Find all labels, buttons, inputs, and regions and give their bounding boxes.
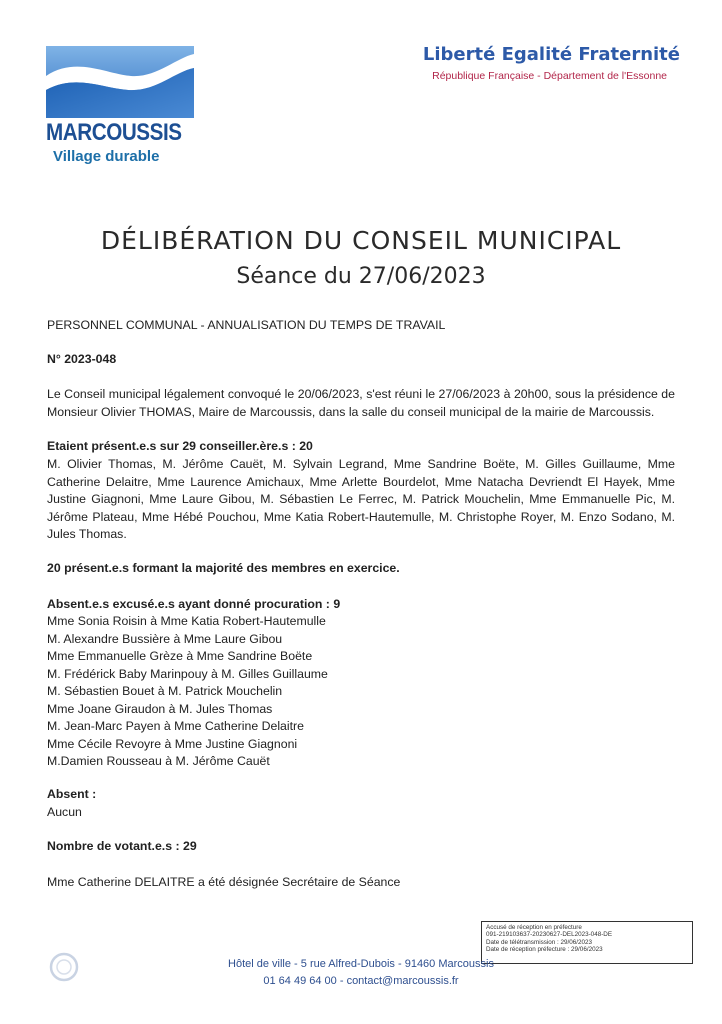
list-item: M. Jean-Marc Payen à Mme Catherine Delaitre [47,719,304,733]
intro-paragraph: Le Conseil municipal légalement convoqué le 20/06/2023, s'est réuni le 27/06/2023 à 20h00, sous la présidence de Monsieur Olivier THOMAS, Maire de Marcoussis, dans la salle du conseil municipal de la mairie de Marcoussis. [47,387,675,419]
deliberation-number: N° 2023-048 [47,352,117,366]
logo-name: MARCOUSSIS [46,119,182,146]
majority-statement: 20 présent.e.s formant la majorité des membres en exercice. [47,561,400,575]
voters-count: Nombre de votant.e.s : 29 [47,839,197,853]
secretary-statement: Mme Catherine DELAITRE a été désignée Secrétaire de Séance [47,875,401,889]
stamp-line: Date de télétransmission : 29/06/2023 [486,938,593,946]
list-item: Mme Sonia Roisin à Mme Katia Robert-Hautemulle [47,614,326,628]
list-item: M. Frédérick Baby Marinpouy à M. Gilles Guillaume [47,666,328,681]
page-title: DÉLIBÉRATION DU CONSEIL MUNICIPAL [100,226,622,255]
footer-address: Hôtel de ville - 5 rue Alfred-Dubois - 91460 Marcoussis [228,958,494,970]
footer-contact: 01 64 49 64 00 - contact@marcoussis.fr [263,975,459,987]
absent-value: Aucun [47,805,82,819]
list-item: Mme Joane Giraudon à M. Jules Thomas [47,701,273,716]
logo-tagline: Village durable [53,148,160,165]
present-names: M. Olivier Thomas, M. Jérôme Cauët, M. Sylvain Legrand, Mme Sandrine Boëte, M. Gilles Guillaume, Mme Catherine Delaitre, Mme Laurence Amichaux, Mme Arlette Bourdelot, Mme Natacha Devriendt El Hayek, Mme Justine Giagnoni, Mme Laure Gibou, M. Sébastien Le Ferrec, M. Patrick Mouchelin, Mme Emmanuelle Pic, M. Jérôme Plateau, Mme Hébé Pouchou, Mme Katia Robert-Hautemulle, M. Christophe Royer, M. Enzo Sodano, M. Jules Thomas. [47,457,675,541]
list-item: M.Damien Rousseau à M. Jérôme Cauët [47,754,270,768]
proxies-heading: Absent.e.s excusé.e.s ayant donné procuration : 9 [47,597,341,611]
present-heading: Etaient présent.e.s sur 29 conseiller.ère.s : 20 [47,439,313,453]
session-date: Séance du 27/06/2023 [236,264,486,289]
proxies-list [47,613,675,771]
list-item: M. Sébastien Bouet à M. Patrick Mouchelin [47,684,283,698]
list-item: M. Alexandre Bussière à Mme Laure Gibou [47,631,283,646]
list-item: Mme Cécile Revoyre à Mme Justine Giagnoni [47,736,298,751]
republic-subline: République Française - Département de l'Essonne [432,70,667,82]
deliberation-subject: PERSONNEL COMMUNAL - ANNUALISATION DU TEMPS DE TRAVAIL [47,318,446,332]
marcoussis-logo-wave [46,46,194,118]
stamp-line: Date de réception préfecture : 29/06/2023 [486,945,603,953]
stamp-line: 091-219103637-20230627-DEL2023-048-DE [486,931,613,939]
absent-heading: Absent : [47,787,97,801]
stamp-line: Accusé de réception en préfecture [486,924,582,931]
republic-motto: Liberté Egalité Fraternité [422,44,680,65]
list-item: Mme Emmanuelle Grèze à Mme Sandrine Boëte [47,649,313,663]
